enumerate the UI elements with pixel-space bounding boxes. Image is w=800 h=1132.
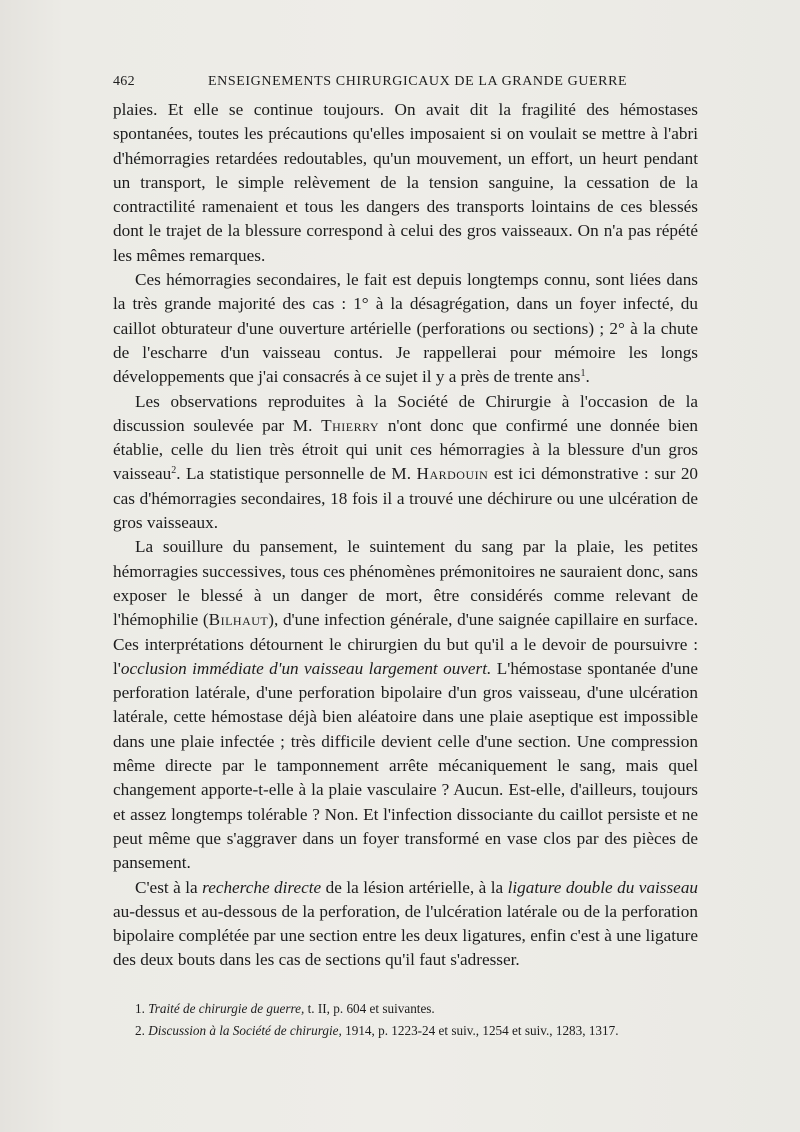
paragraph-4: La souillure du pansement, le suintement du sang par la plaie, les petites hémorragies successives, tous ces phénomènes prémonitoires ne sauraient donc, sans exposer le blessé à un danger de mort, être considérés comme relevant de l'hémophilie (Bilhaut), d'une infection générale, d'une saignée capillaire en surface. Ces interprétations détournent le chirurgien du but qu'il a le devoir de poursuivre : l'occlusion immédiate d'un vaisseau largement ouvert. L'hémostase spontanée d'une perforation latérale, d'une perforation bipolaire d'un gros vaisseau, d'une ulcération latérale, cette hémostase déjà bien aléatoire dans une plaie aseptique est impossible dans une plaie infectée ; très difficile devient celle d'une section. Une compression même directe par le tamponnement arrête mécaniquement le sang, mais quel changement apporte-t-elle à la plaie vasculaire ? Aucun. Est-elle, d'ailleurs, toujours et assez longtemps tolérable ? Non. Et l'infection dissociante du caillot persiste et ne peut même que s'aggraver dans un foyer transformé en vase clos par des pièces de pansement.	[113, 537, 698, 873]
author-name: Hardouin	[416, 464, 489, 484]
footnotes	[135, 998, 705, 1042]
body-text	[113, 98, 698, 973]
running-title: ENSEIGNEMENTS CHIRURGICAUX DE LA GRANDE GUERRE	[208, 74, 628, 89]
page-number: 462	[113, 74, 135, 89]
footnote-2: 2. Discussion à la Société de chirurgie, 1914, p. 1223-24 et suiv., 1254 et suiv., 1283, 1317.	[135, 1023, 619, 1038]
paragraph-2: Ces hémorragies secondaires, le fait est depuis longtemps connu, sont liées dans la très grande majorité des cas : 1° à la désagrégation, dans un foyer infecté, du caillot obturateur d'une ouverture artérielle (perforations ou sections) ; 2° à la chute de l'escharre d'un vaisseau contus. Je rappellerai pour mémoire les longs développements que j'ai consacrés à ce sujet il y a près de trente ans$^1$.	[113, 270, 698, 387]
emphasis: ligature double du vaisseau	[507, 877, 699, 897]
emphasis: recherche directe	[202, 877, 322, 897]
paragraph-1: plaies. Et elle se continue toujours. On avait dit la fragilité des hémostases spontanées, toutes les précautions qu'elles imposaient si on voulait se mettre à l'abri d'hémorragies retardées redoutables, qu'un mouvement, un effort, un heurt pendant un transport, le simple relèvement de la tension sanguine, la cessation de la contractilité ramenaient et tous les dangers des transports lointains de ces blessés dont le trajet de la blessure correspond à celui des gros vaisseaux. On n'a pas répété les mêmes remarques.	[113, 100, 698, 265]
footnote-ref-2: 2	[171, 465, 177, 477]
running-header	[113, 74, 698, 96]
paragraph-5: C'est à la recherche directe de la lésion artérielle, à la ligature double du vaisseau au-dessus et au-dessous de la perforation, de l'ulcération latérale ou de la perforation bipolaire complétée par une section entre les deux ligatures, enfin c'est à une ligature des deux bouts dans les cas de sections qu'il faut s'adresser.	[113, 877, 699, 970]
emphasis: occlusion immédiate d'un vaisseau largement ouvert.	[120, 658, 492, 678]
paragraph-3: Les observations reproduites à la Société de Chirurgie à l'occasion de la discussion soulevée par M. Thierry n'ont donc que confirmé une donnée bien établie, celle du lien très étroit qui unit ces hémorragies à la blessure d'un gros vaisseau$^2$. La statistique personnelle de M. Hardouin est ici démonstrative : sur 20 cas d'hémorragies secondaires, 18 fois il a trouvé une déchirure ou une ulcération de gros vaisseaux.	[113, 391, 699, 533]
footnote-1: 1. Traité de chirurgie de guerre, t. II, p. 604 et suivantes.	[135, 1001, 435, 1016]
footnote-ref-1: 1	[580, 368, 586, 380]
author-name: Bilhaut	[208, 610, 269, 630]
author-name: Thierry	[321, 415, 380, 435]
